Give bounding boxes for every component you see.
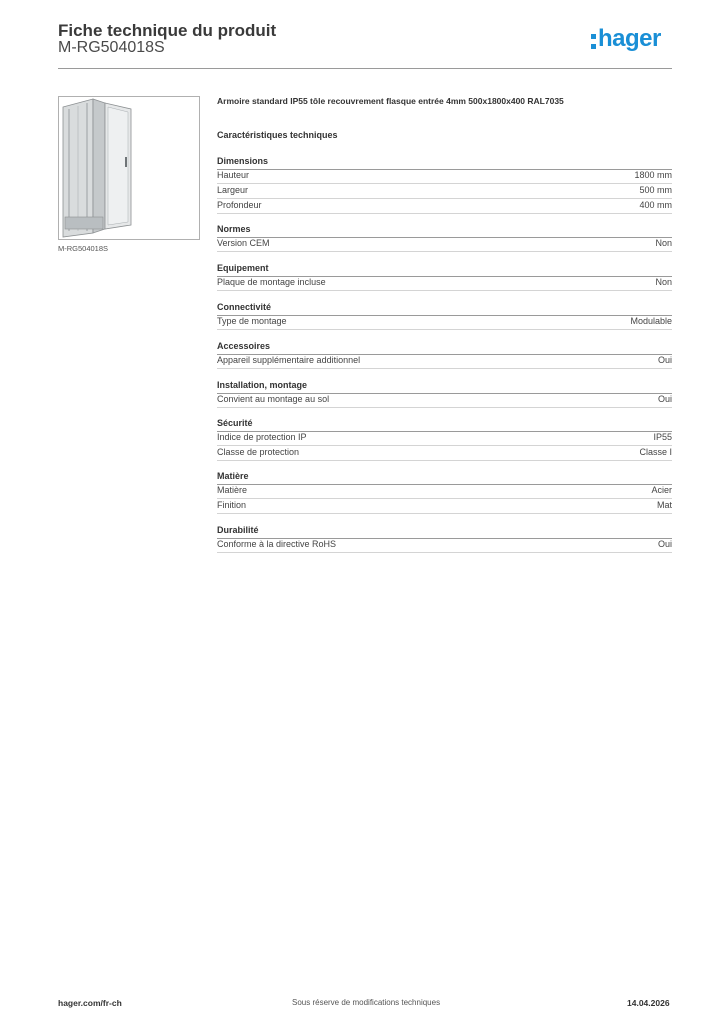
spec-label: Profondeur — [217, 200, 262, 210]
spec-row — [217, 277, 672, 291]
specs-heading: Caractéristiques techniques — [217, 130, 338, 140]
spec-row — [217, 170, 672, 184]
spec-label: Type de montage — [217, 316, 287, 326]
spec-value: Non — [655, 238, 672, 248]
spec-label: Plaque de montage incluse — [217, 277, 326, 287]
page-title: Fiche technique du produit — [58, 21, 277, 40]
spec-label: Convient au montage au sol — [217, 394, 330, 404]
header-divider — [58, 68, 672, 69]
spec-row — [217, 539, 672, 553]
spec-value: Modulable — [630, 316, 672, 326]
section-title: Equipement — [217, 263, 672, 273]
section-title: Normes — [217, 224, 672, 234]
footer-website[interactable]: hager.com/fr-ch — [58, 998, 122, 1008]
product-description: Armoire standard IP55 tôle recouvrement flasque entrée 4mm 500x1800x400 RAL7035 — [217, 96, 564, 106]
product-image — [58, 96, 200, 240]
spec-value: Oui — [657, 394, 672, 404]
logo-text: hager — [598, 25, 661, 52]
spec-row — [217, 238, 672, 252]
spec-label: Version CEM — [217, 238, 270, 248]
logo-dots-icon — [591, 34, 597, 54]
spec-value: Mat — [656, 500, 672, 510]
spec-value: 1800 mm — [634, 170, 672, 180]
spec-row — [217, 185, 672, 199]
spec-label: Conforme à la directive RoHS — [217, 539, 337, 549]
spec-row — [217, 447, 672, 461]
spec-label: Classe de protection — [217, 447, 300, 457]
spec-label: Finition — [217, 500, 247, 510]
section-title: Durabilité — [217, 525, 672, 535]
spec-row — [217, 200, 672, 214]
spec-label: Largeur — [217, 185, 249, 195]
section-title: Connectivité — [217, 302, 672, 312]
spec-label: Matière — [217, 485, 248, 495]
section-title: Installation, montage — [217, 380, 672, 390]
product-reference: M-RG504018S — [58, 39, 165, 56]
spec-value: 400 mm — [639, 200, 672, 210]
spec-label: Indice de protection IP — [217, 432, 307, 442]
spec-row — [217, 394, 672, 408]
spec-label: Hauteur — [217, 170, 250, 180]
spec-value: 500 mm — [639, 185, 672, 195]
spec-value: Acier — [651, 485, 672, 495]
spec-row — [217, 316, 672, 330]
spec-row — [217, 355, 672, 369]
section-title: Accessoires — [217, 341, 672, 351]
spec-row — [217, 432, 672, 446]
spec-value: Oui — [657, 539, 672, 549]
spec-value: Oui — [657, 355, 672, 365]
cabinet-illustration-icon — [59, 97, 199, 239]
spec-value: Classe I — [639, 447, 672, 457]
spec-row — [217, 500, 672, 514]
section-title: Matière — [217, 471, 672, 481]
footer-date: 14.04.2026 — [627, 998, 670, 1008]
spec-value: IP55 — [653, 432, 672, 442]
section-title: Dimensions — [217, 156, 672, 166]
spec-value: Non — [655, 277, 672, 287]
spec-row — [217, 485, 672, 499]
image-caption: M-RG504018S — [58, 244, 109, 253]
spec-label: Appareil supplémentaire additionnel — [217, 355, 361, 365]
section-title: Sécurité — [217, 418, 672, 428]
footer-notice: Sous réserve de modifications techniques — [292, 998, 441, 1007]
